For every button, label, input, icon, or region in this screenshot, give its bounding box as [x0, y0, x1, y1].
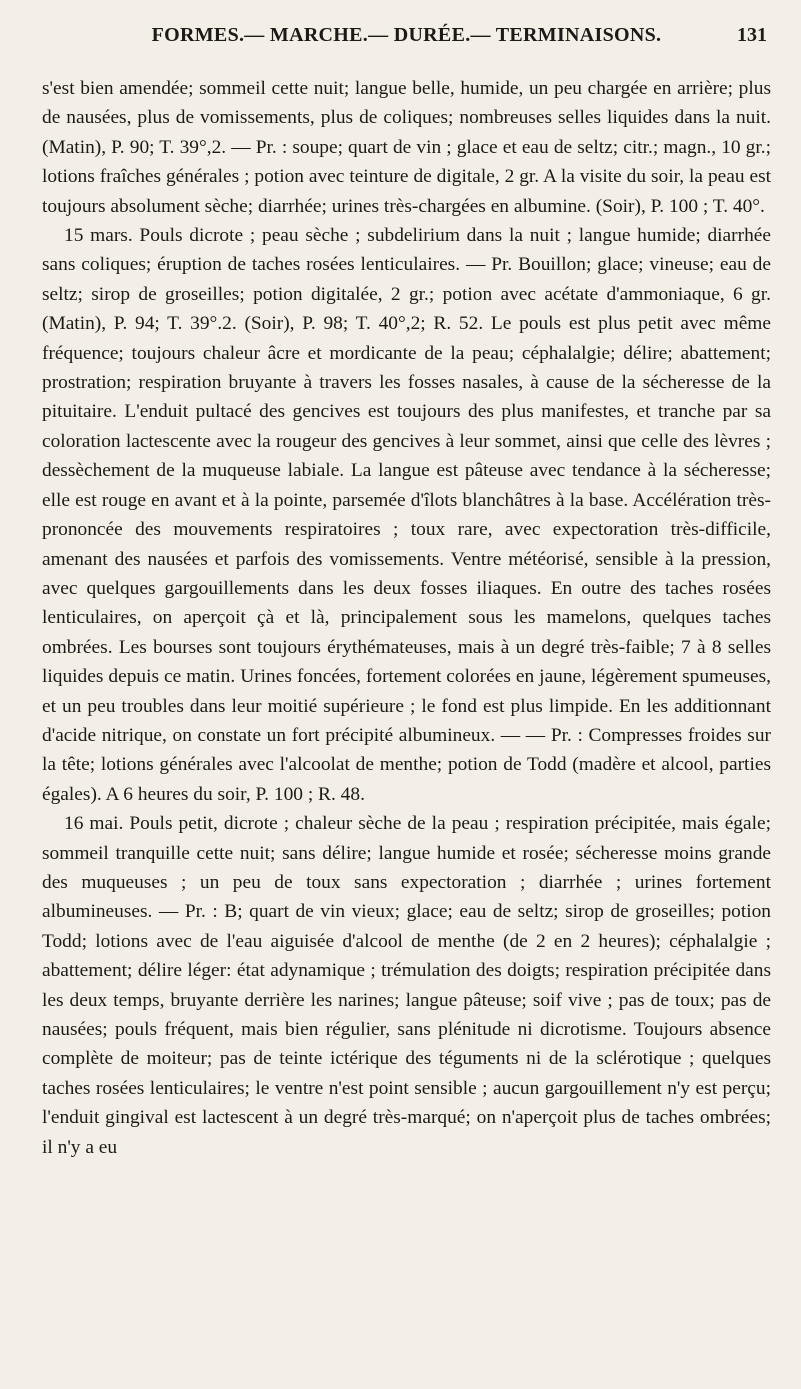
paragraph-continuation: s'est bien amendée; sommeil cette nuit; langue belle, humide, un peu chargée en arrière; plus de nausées, plus de vomissements, plus de coliques; nombreuses selles liquides dans la nuit. (Matin), P. 90; T. 39°,2. — Pr. : soupe; quart de vin ; glace et eau de seltz; citr.; magn., 10 gr.; lotions fraîches générales ; potion avec teinture de digitale, 2 gr. A la visite du soir, la peau est toujours absolument sèche; diarrhée; urines très-chargées en albumine. (Soir), P. 100 ; T. 40°. [42, 78, 771, 217]
running-title: FORMES.— MARCHE.— DURÉE.— TERMINAISONS. [151, 24, 662, 46]
page-number: 131 [737, 24, 767, 46]
paragraph-16-mai: 16 mai. Pouls petit, dicrote ; chaleur sèche de la peau ; respiration précipitée, mais égale; sommeil tranquille cette nuit; sans délire; langue humide et rosée; sécheresse moins grande des muqueuses ; un peu de toux sans expectoration ; diarrhée ; urines fortement albumineuses. — Pr. : B; quart de vin vieux; glace; eau de seltz; sirop de groseilles; potion Todd; lotions avec de l'eau aiguisée d'alcool de menthe (de 2 en 2 heures); céphalalgie ; abattement; délire léger: état adynamique ; trémulation des doigts; respiration précipitée dans les deux temps, bruyante derrière les narines; langue pâteuse; soif vive ; pas de toux; pas de nausées; pouls fréquent, mais bien régulier, sans plénitude ni dicrotisme. Toujours absence complète de moiteur; pas de teinte ictérique des téguments ni de la sclérotique ; quelques taches rosées lenticulaires; le ventre n'est point sensible ; aucun gargouillement n'y est perçu; l'enduit gingival est lactescent à un degré très-marqué; on n'aperçoit plus de taches ombrées; il n'y a eu [42, 813, 771, 1158]
running-header [42, 18, 771, 58]
paragraph-15-mars: 15 mars. Pouls dicrote ; peau sèche ; subdelirium dans la nuit ; langue humide; diarrhée sans coliques; éruption de taches rosées lenticulaires. — Pr. Bouillon; glace; vineuse; eau de seltz; sirop de groseilles; potion digitalée, 2 gr.; potion avec acétate d'ammoniaque, 6 gr. (Matin), P. 94; T. 39°.2. (Soir), P. 98; T. 40°,2; R. 52. Le pouls est plus petit avec même fréquence; toujours chaleur âcre et mordicante de la peau; céphalalgie; délire; abattement; prostration; respiration bruyante à travers les fosses nasales, à cause de la sécheresse de la pituitaire. L'enduit pultacé des gencives est toujours des plus manifestes, et tranche par sa coloration lactescente avec la rougeur des gencives à leur sommet, ainsi que celle des lèvres ; dessèchement de la muqueuse labiale. La langue est pâteuse avec tendance à la sécheresse; elle est rouge en avant et à la pointe, parsemée d'îlots blanchâtres à la base. Accélération très-prononcée des mouvements respiratoires ; toux rare, avec expectoration très-difficile, amenant des nausées et parfois des vomissements. Ventre météorisé, sensible à la pression, avec quelques gargouillements dans les deux fosses iliaques. En outre des taches rosées lenticulaires, on aperçoit çà et là, principalement sous les mamelons, quelques taches ombrées. Les bourses sont toujours érythémateuses, mais à un degré très-faible; 7 à 8 selles liquides depuis ce matin. Urines foncées, fortement colorées en jaune, légèrement spumeuses, et un peu troubles dans leur moitié supérieure ; le fond est plus limpide. En les additionnant d'acide nitrique, on constate un fort précipité albumineux. — — Pr. : Compresses froides sur la tête; lotions générales avec l'alcoolat de menthe; potion de Todd (madère et alcool, parties égales). A 6 heures du soir, P. 100 ; R. 48. [42, 225, 771, 805]
body-text [42, 74, 771, 1162]
